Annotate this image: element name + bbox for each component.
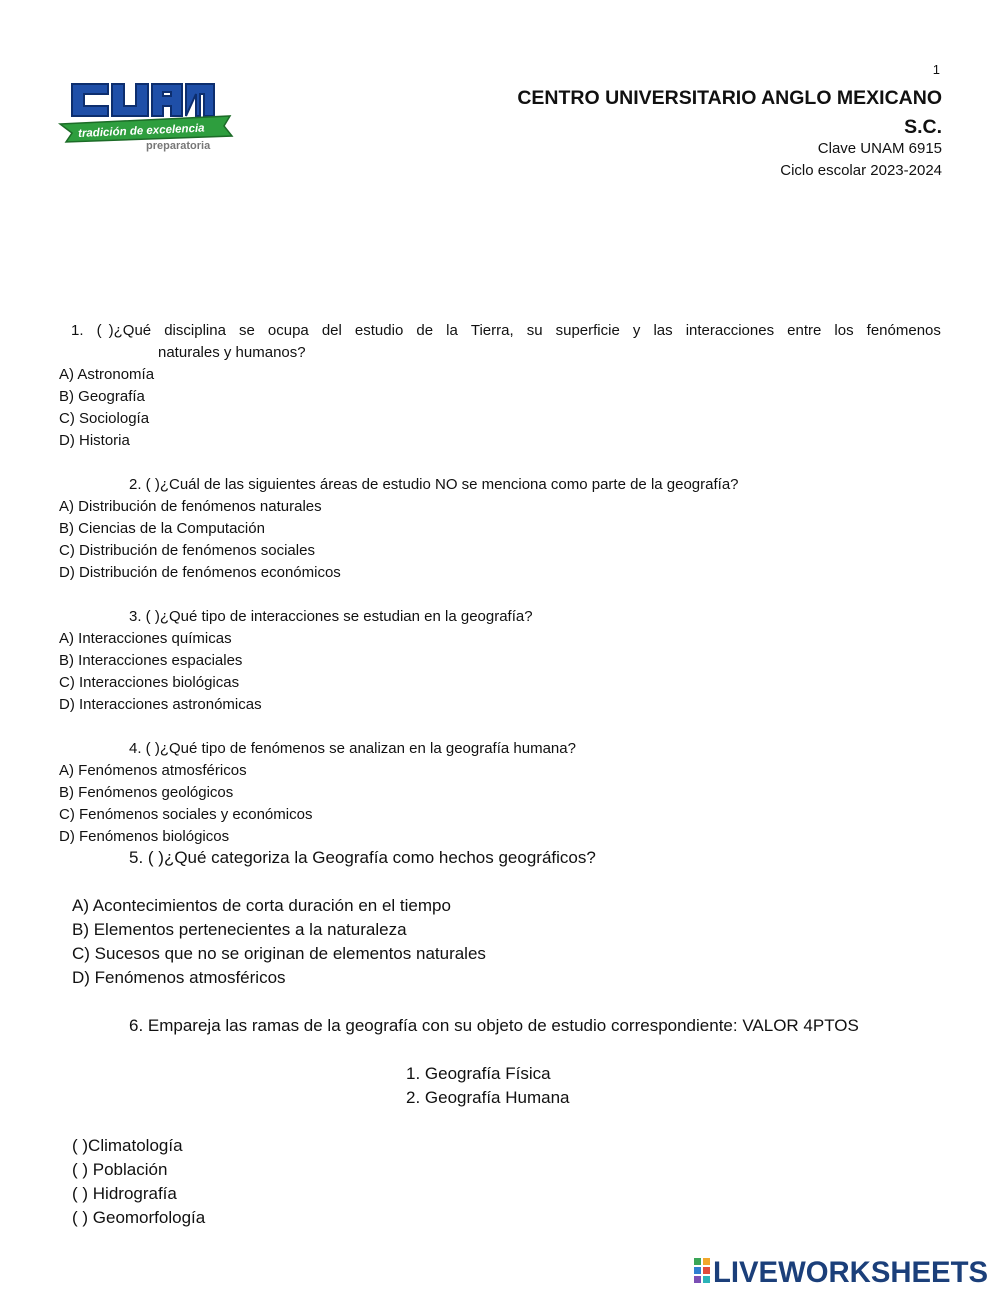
clave-unam: Clave UNAM 6915 (817, 140, 942, 157)
question-1-paren: ( (96, 322, 102, 339)
answer-option: C) Distribución de fenómenos sociales (59, 542, 315, 559)
page-number: 1 (932, 62, 940, 77)
answer-option: B) Geografía (59, 388, 145, 405)
cuam-logo (58, 78, 236, 156)
q1-word: ocupa (267, 322, 309, 339)
q1-word: y (632, 322, 641, 339)
answer-option: C) Sucesos que no se originan de elementos naturales (72, 944, 486, 963)
answer-option: D) Fenómenos atmosféricos (72, 968, 286, 987)
q1-word: interacciones (685, 322, 775, 339)
answer-option: D) Interacciones astronómicas (59, 696, 262, 713)
liveworksheets-icon (694, 1258, 710, 1283)
question-6: 6. Empareja las ramas de la geografía con su objeto de estudio correspondiente: VALOR 4PTOS (129, 1016, 859, 1035)
q1-word: disciplina (164, 322, 226, 339)
q1-word: la (446, 322, 458, 339)
school-name-line2: S.C. (904, 116, 942, 138)
question-1-line2: naturales y humanos? (158, 344, 306, 361)
answer-option: C) Interacciones biológicas (59, 674, 240, 691)
q1-word: estudio (354, 322, 404, 339)
answer-option: D) Historia (59, 432, 130, 449)
answer-option: A) Fenómenos atmosféricos (59, 762, 247, 779)
answer-option: A) Astronomía (59, 366, 155, 383)
q1-word: fenómenos (866, 322, 941, 339)
question-5: 5. ( )¿Qué categoriza la Geografía como hechos geográficos? (129, 848, 596, 867)
school-name (517, 84, 942, 142)
answer-option: A) Interacciones químicas (59, 630, 232, 647)
ciclo-escolar: Ciclo escolar 2023-2024 (780, 162, 942, 179)
answer-option: C) Sociología (59, 410, 150, 427)
logo-sub-text: preparatoria (146, 140, 211, 152)
q1-word: de (416, 322, 434, 339)
match-item: ( ) Geomorfología (72, 1208, 206, 1227)
q1-word: )¿Qué (108, 322, 152, 339)
question-1-number: 1. (71, 322, 84, 339)
branch-item: 1. Geografía Física (406, 1064, 551, 1083)
logo-letters (72, 84, 214, 116)
question-1-line1 (59, 320, 941, 342)
answer-option: A) Distribución de fenómenos naturales (59, 498, 322, 515)
school-name-line1: CENTRO UNIVERSITARIO ANGLO MEXICANO (517, 87, 942, 109)
liveworksheets-text: LIVEWORKSHEETS (713, 1256, 988, 1286)
match-item: ( ) Población (72, 1160, 168, 1179)
question-2: 2. ( )¿Cuál de las siguientes áreas de estudio NO se menciona como parte de la geografía? (129, 476, 739, 493)
answer-option: B) Ciencias de la Computación (59, 520, 265, 537)
q1-word: su (526, 322, 543, 339)
answer-option: B) Fenómenos geológicos (59, 784, 234, 801)
question-1 (59, 320, 941, 364)
answer-option: A) Acontecimientos de corta duración en el tiempo (72, 896, 451, 915)
answer-option: B) Interacciones espaciales (59, 652, 243, 669)
match-item: ( )Climatología (72, 1136, 183, 1155)
question-4: 4. ( )¿Qué tipo de fenómenos se analizan en la geografía humana? (129, 740, 576, 757)
q1-word: entre (787, 322, 822, 339)
branch-item: 2. Geografía Humana (406, 1088, 570, 1107)
match-item: ( ) Hidrografía (72, 1184, 177, 1203)
q1-word: del (321, 322, 342, 339)
logo-ribbon-text: tradición de excelencia (77, 122, 205, 141)
q1-word: se (238, 322, 255, 339)
q1-word: las (653, 322, 673, 339)
answer-option: D) Distribución de fenómenos económicos (59, 564, 341, 581)
q1-word: los (834, 322, 854, 339)
liveworksheets-logo[interactable] (692, 1252, 990, 1286)
answer-option: B) Elementos pertenecientes a la naturaleza (72, 920, 407, 939)
q1-word: superficie (555, 322, 620, 339)
answer-option: D) Fenómenos biológicos (59, 828, 230, 845)
question-3: 3. ( )¿Qué tipo de interacciones se estudian en la geografía? (129, 608, 533, 625)
answer-option: C) Fenómenos sociales y económicos (59, 806, 313, 823)
q1-word: Tierra, (470, 322, 514, 339)
school-info (780, 138, 942, 182)
